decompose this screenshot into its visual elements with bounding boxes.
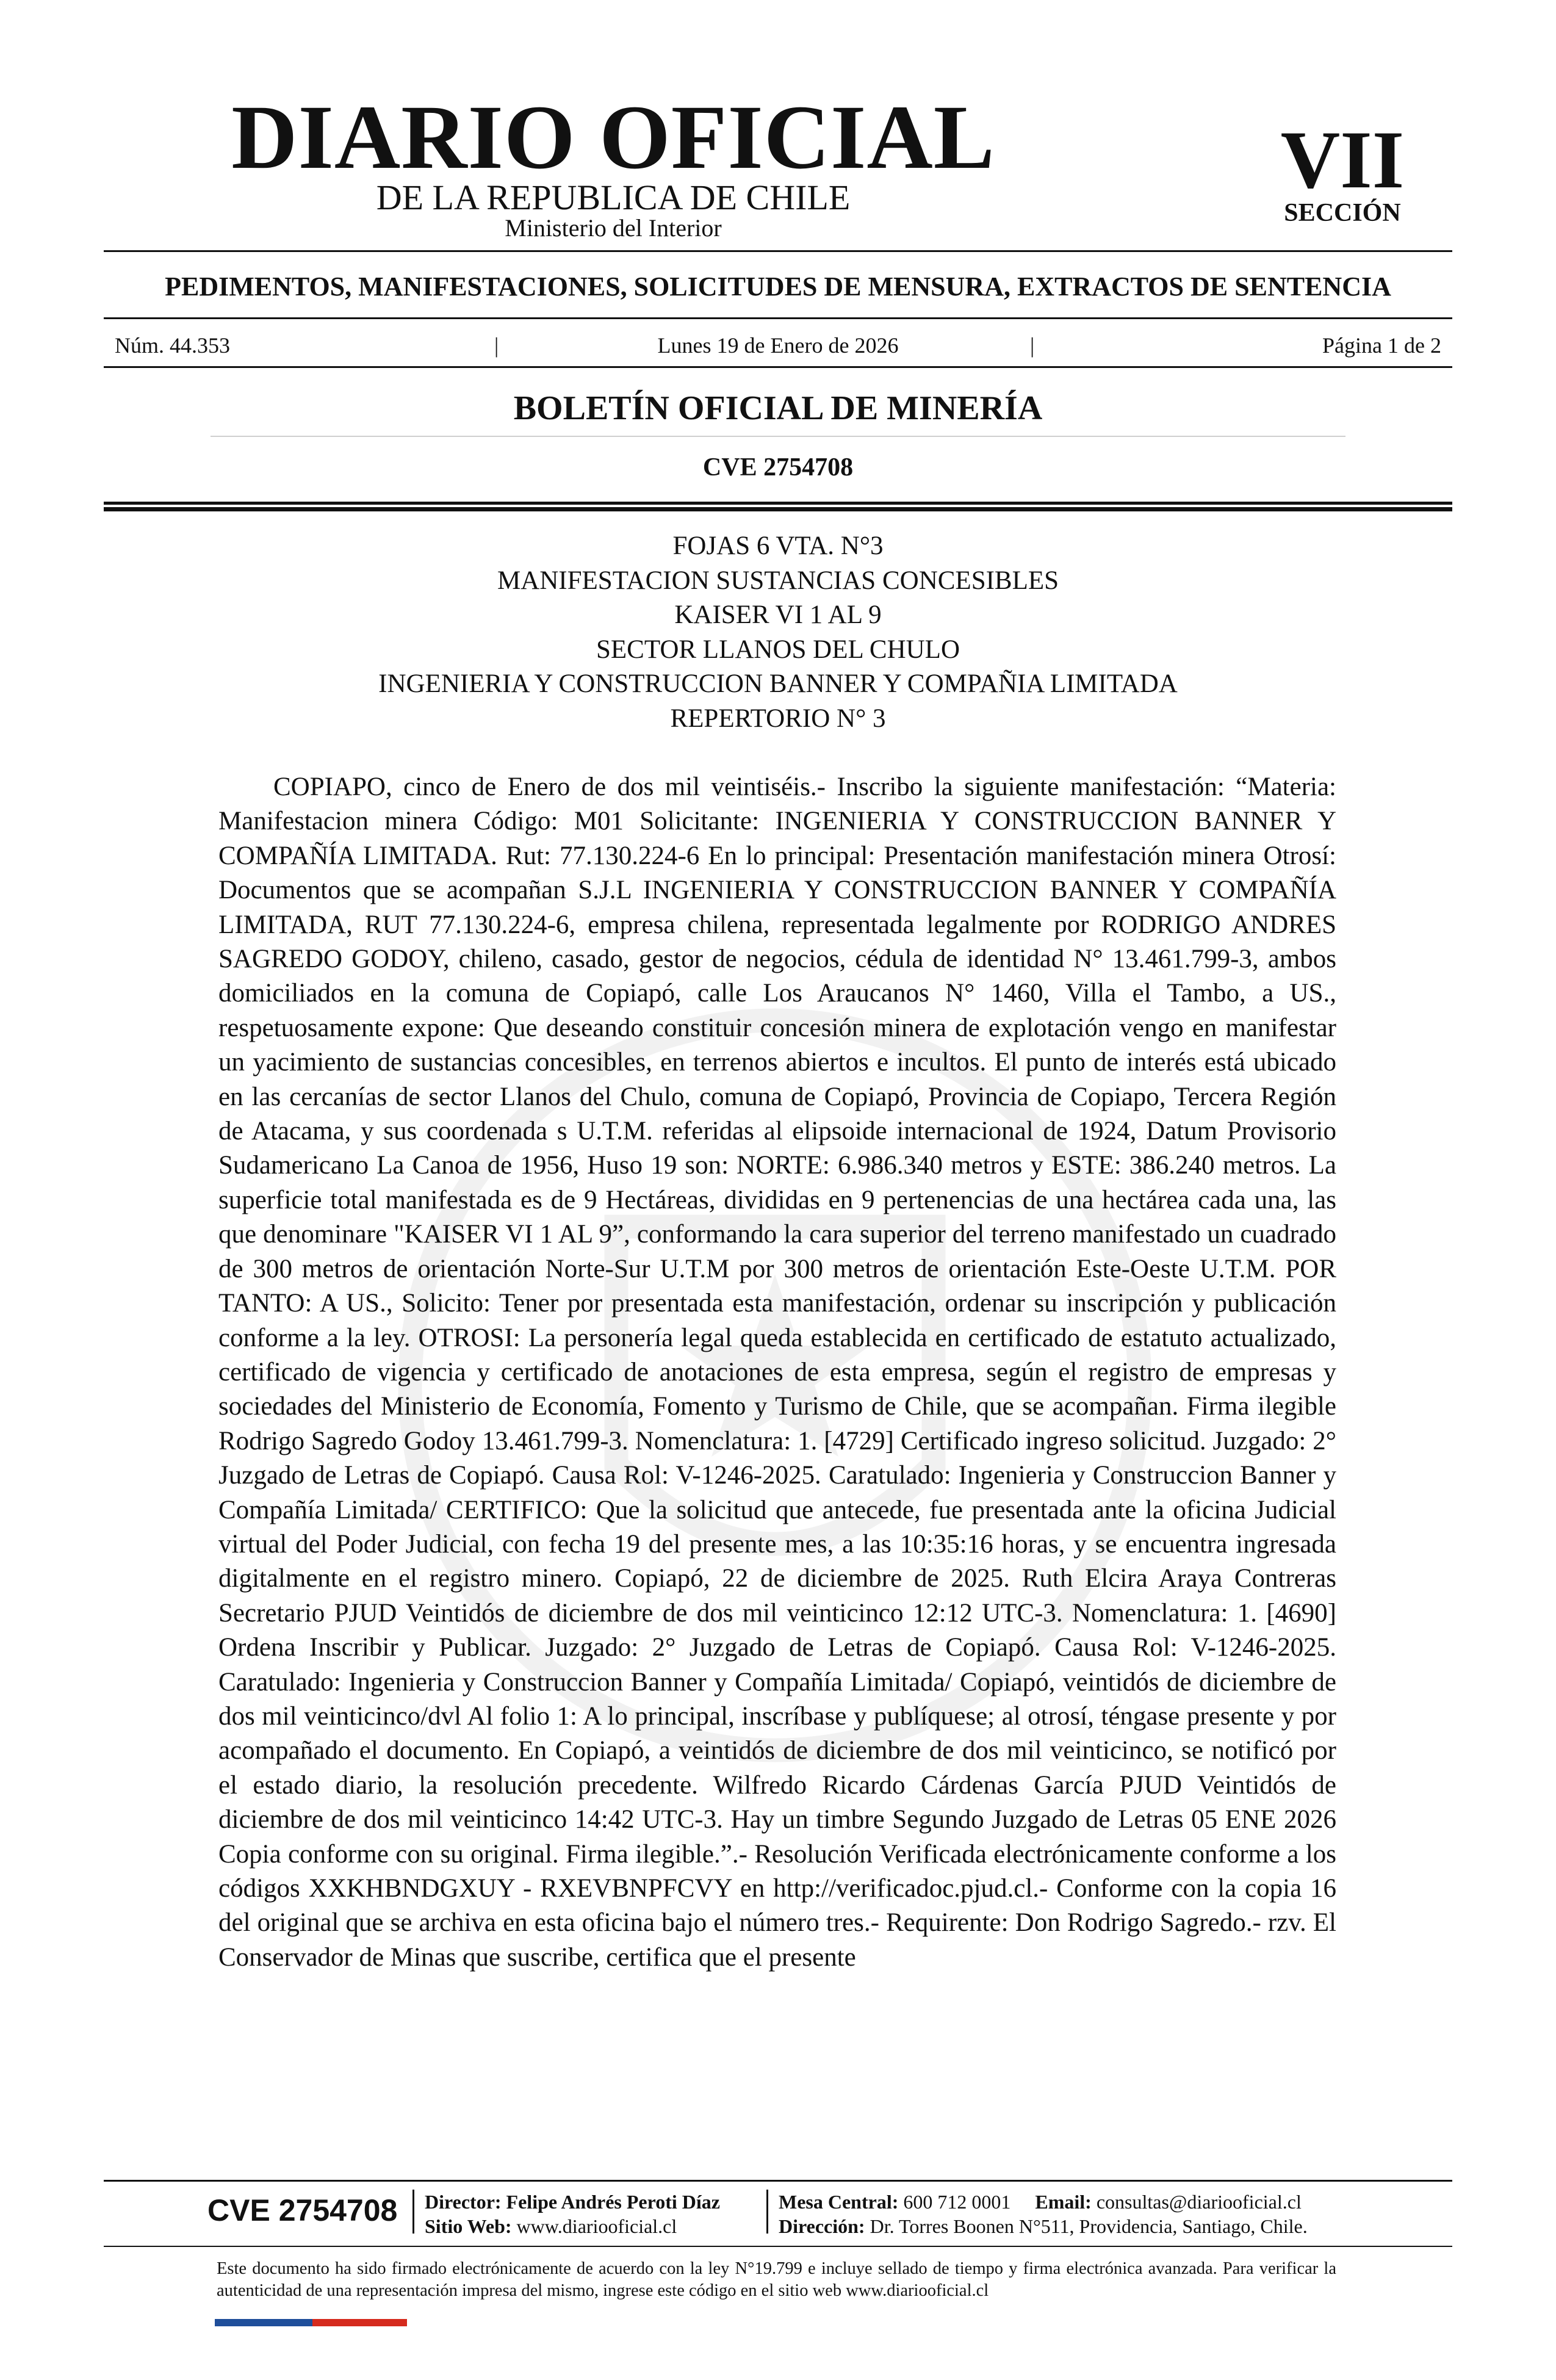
thick-divider-bottom [104, 507, 1452, 511]
footer-divider-top [104, 2180, 1452, 2182]
header-line-fojas: FOJAS 6 VTA. N°3 [672, 532, 884, 560]
footer-separator-2 [766, 2190, 768, 2234]
masthead-title: DIARIO OFICIAL [231, 87, 995, 188]
header-line-company: INGENIERIA Y CONSTRUCCION BANNER Y COMPAÑIA LIMITADA [378, 669, 1178, 698]
header-line-repertorio: REPERTORIO N° 3 [670, 704, 886, 733]
issue-separator-right: | [1030, 333, 1035, 358]
director-label: Director: [425, 2191, 502, 2213]
site-label: Sitio Web: [425, 2215, 512, 2237]
email-link[interactable]: consultas@diariooficial.cl [1096, 2191, 1302, 2213]
email-label: Email: [1035, 2191, 1092, 2213]
footer-contact-block [779, 2190, 1352, 2238]
bulletin-underline [211, 436, 1345, 437]
record-header [110, 529, 1446, 736]
inscription-paragraph: COPIAPO, cinco de Enero de dos mil veintiséis.- Inscribo la siguiente manifestación: “Materia: Manifestacion minera Código: M01 Solicitante: INGENIERIA Y CONSTRUCCION BANNER Y COMPAÑÍA LIMITADA. Rut: 77.130.224-6 En lo principal: Presentación manifestación minera Otrosí: Documentos que se acompañan S.J.L INGENIERIA Y CONSTRUCCION BANNER Y COMPAÑÍA LIMITADA, RUT 77.130.224-6, empresa chilena, representada legalmente por RODRIGO ANDRES SAGREDO GODOY, chileno, casado, gestor de negocios, cédula de identidad N° 13.461.799-3, ambos domiciliados en la comuna de Copiapó, calle Los Araucanos N° 1460, Villa el Tambo, a US., respetuosamente expone: Que deseando constituir concesión minera de explotación vengo en manifestar un yacimiento de sustancias concesibles, en terrenos abiertos e incultos. El punto de interés está ubicado en las cercanías de sector Llanos del Chulo, comuna de Copiapó, Provincia de Copiapo, Tercera Región de Atacama, y sus coordenada s U.T.M. referidas al elipsoide internacional de 1924, Datum Provisorio Sudamericano La Canoa de 1956, Huso 19 son: NORTE: 6.986.340 metros y ESTE: 386.240 metros. La superficie total manifestada es de 9 Hectáreas, divididas en 9 pertenencias de una hectárea cada una, las que denominare "KAISER VI 1 AL 9”, conformando la cara superior del terreno manifestado un cuadrado de 300 metros de orientación Norte-Sur U.T.M por 300 metros de orientación Este-Oeste U.T.M. POR TANTO: A US., Solicito: Tener por presentada esta manifestación, ordenar su inscripción y publicación conforme a la ley. OTROSI: La personería legal queda establecida en certificado de estatuto actualizado, certificado de vigencia y certificado de anotaciones de esta empresa, según el registro de empresas y sociedades del Ministerio de Economía, Fomento y Turismo de Chile, que se acompañan. Firma ilegible Rodrigo Sagredo Godoy 13.461.799-3. Nomenclatura: 1. [4729] Certificado ingreso solicitud. Juzgado: 2° Juzgado de Letras de Copiapó. Causa Rol: V-1246-2025. Caratulado: Ingenieria y Construccion Banner y Compañía Limitada/ CERTIFICO: Que la solicitud que antecede, fue presentada ante la oficina Judicial virtual del Poder Judicial, con fecha 19 del presente mes, a las 10:35:16 horas, y se encuentra ingresada digitalmente en el registro minero. Copiapó, 22 de diciembre de 2025. Ruth Elcira Araya Contreras Secretario PJUD Veintidós de diciembre de dos mil veinticinco 12:12 UTC-3. Nomenclatura: 1. [4690] Ordena Inscribir y Publicar. Juzgado: 2° Juzgado de Letras de Copiapó. Causa Rol: V-1246-2025. Caratulado: Ingenieria y Construccion Banner y Compañía Limitada/ Copiapó, veintidós de diciembre de dos mil veinticinco/dvl Al folio 1: A lo principal, inscríbase y publíquese; al otrosí, téngase presente y por acompañado el documento. En Copiapó, a veintidós de diciembre de dos mil veinticinco, se notificó por el estado diario, la resolución precedente. Wilfredo Ricardo Cárdenas García PJUD Veintidós de diciembre de dos mil veinticinco 14:42 UTC-3. Hay un timbre Segundo Juzgado de Letras 05 ENE 2026 Copia conforme con su original. Firma ilegible.”.- Resolución Verificada electrónicamente conforme a los códigos XXKHBNDGXUY - RXEVBNPFCVY en http://verificadoc.pjud.cl.- Conforme con la copia 16 del original que se archiva en esta oficina bajo el número tres.- Requirente: Don Rodrigo Sagredo.- rzv. El Conservador de Minas que suscribe, certifica que el presente [218, 773, 1336, 1972]
address-label: Dirección: [779, 2215, 865, 2237]
phone-label: Mesa Central: [779, 2191, 899, 2213]
cve-code-top: CVE 2754708 [702, 453, 854, 481]
header-line-manifestacion: MANIFESTACION SUSTANCIAS CONCESIBLES [497, 566, 1059, 595]
flag-stripe-red [312, 2319, 407, 2326]
footer-separator-1 [412, 2190, 414, 2234]
issue-info-row [110, 330, 1446, 361]
masthead-divider [104, 250, 1452, 252]
section-label: SECCIÓN [1284, 199, 1401, 227]
phone-value: 600 712 0001 [903, 2191, 1011, 2213]
footer-cve-code: CVE 2754708 [207, 2193, 398, 2227]
bulletin-title: BOLETÍN OFICIAL DE MINERÍA [513, 389, 1043, 427]
inscription-body [218, 770, 1336, 1975]
address-value: Dr. Torres Boonen N°511, Providencia, Santiago, Chile. [870, 2215, 1308, 2237]
heading-divider [104, 317, 1452, 319]
flag-stripe-blue [215, 2319, 312, 2326]
legal-notice: Este documento ha sido firmado electrónicamente de acuerdo con la ley N°19.799 e incluye sellado de tiempo y firma electrónica avanzada. Para verificar la autenticidad de una representación impresa del mismo, ingrese este código en el sitio web www.diariooficial.cl [217, 2259, 1336, 2300]
section-number: VII [1280, 115, 1405, 206]
masthead-ministry: Ministerio del Interior [505, 214, 722, 242]
issue-page: Página 1 de 2 [1322, 333, 1441, 358]
issue-date: Lunes 19 de Enero de 2026 [657, 333, 899, 358]
header-line-sector: SECTOR LLANOS DEL CHULO [596, 635, 960, 664]
thick-divider-top [104, 502, 1452, 505]
issue-number: Núm. 44.353 [115, 333, 230, 358]
issue-separator-left: | [494, 333, 499, 358]
header-line-kaiser: KAISER VI 1 AL 9 [674, 600, 882, 629]
footer-director-block [425, 2190, 773, 2238]
issue-divider [104, 366, 1452, 368]
footer-divider-bottom [104, 2246, 1452, 2247]
site-link[interactable]: www.diariooficial.cl [516, 2215, 677, 2237]
director-name: Felipe Andrés Peroti Díaz [506, 2191, 720, 2213]
section-heading: PEDIMENTOS, MANIFESTACIONES, SOLICITUDES DE MENSURA, EXTRACTOS DE SENTENCIA [165, 272, 1391, 301]
masthead-subtitle: DE LA REPUBLICA DE CHILE [376, 178, 851, 217]
